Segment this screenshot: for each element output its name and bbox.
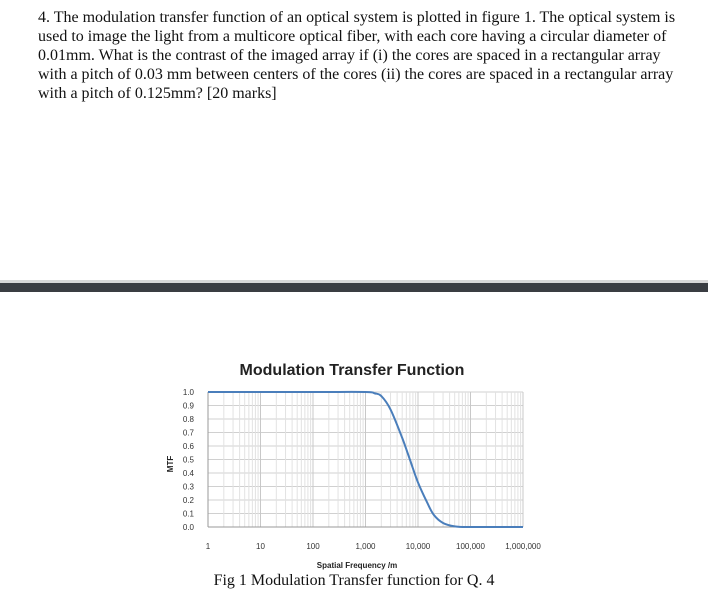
question-text: 4. The modulation transfer function of an optical system is plotted in figure 1. The optical system is used to image the light from a multicore optical fiber, with each core having a circular diameter of 0.01mm. What is the contrast of the imaged array if (i) the cores are spaced in a rectangular array with a pitch of 0.03 mm between centers of the cores (ii) the cores are spaced in a rectangular array with a pitch of 0.125mm? [20 marks] (38, 9, 676, 102)
x-tick-label: 1 (205, 542, 211, 551)
y-tick-label: 0.5 (182, 455, 194, 465)
figure-caption: Fig 1 Modulation Transfer function for Q. 4 (213, 572, 495, 589)
x-tick-label: 1,000,000 (505, 542, 541, 551)
y-tick-label: 1.0 (182, 388, 194, 397)
y-tick-label: 0.2 (182, 496, 194, 505)
chart-grid (208, 392, 523, 527)
x-tick-label: 100,000 (456, 542, 485, 551)
y-tick-label: 0.8 (182, 415, 194, 424)
x-tick-label: 10 (256, 542, 265, 551)
y-tick-label: 0.3 (182, 482, 194, 492)
page-divider (0, 280, 708, 292)
y-tick-label: 0.7 (182, 428, 194, 438)
y-tick-label: 0.6 (182, 442, 194, 451)
x-tick-label: 100 (306, 542, 320, 551)
x-tick-label: 1,000 (355, 542, 376, 551)
figure (0, 292, 708, 614)
y-tick-label: 0.0 (182, 523, 194, 532)
y-axis-label: MTF (166, 455, 175, 473)
y-tick-label: 0.9 (182, 401, 194, 411)
y-tick-label: 0.4 (182, 469, 194, 478)
chart-title: Modulation Transfer Function (239, 362, 465, 379)
x-tick-label: 10,000 (405, 542, 431, 551)
x-axis-label: Spatial Frequency /m (316, 561, 398, 570)
mtf-chart (0, 292, 708, 572)
y-tick-label: 0.1 (182, 509, 194, 519)
